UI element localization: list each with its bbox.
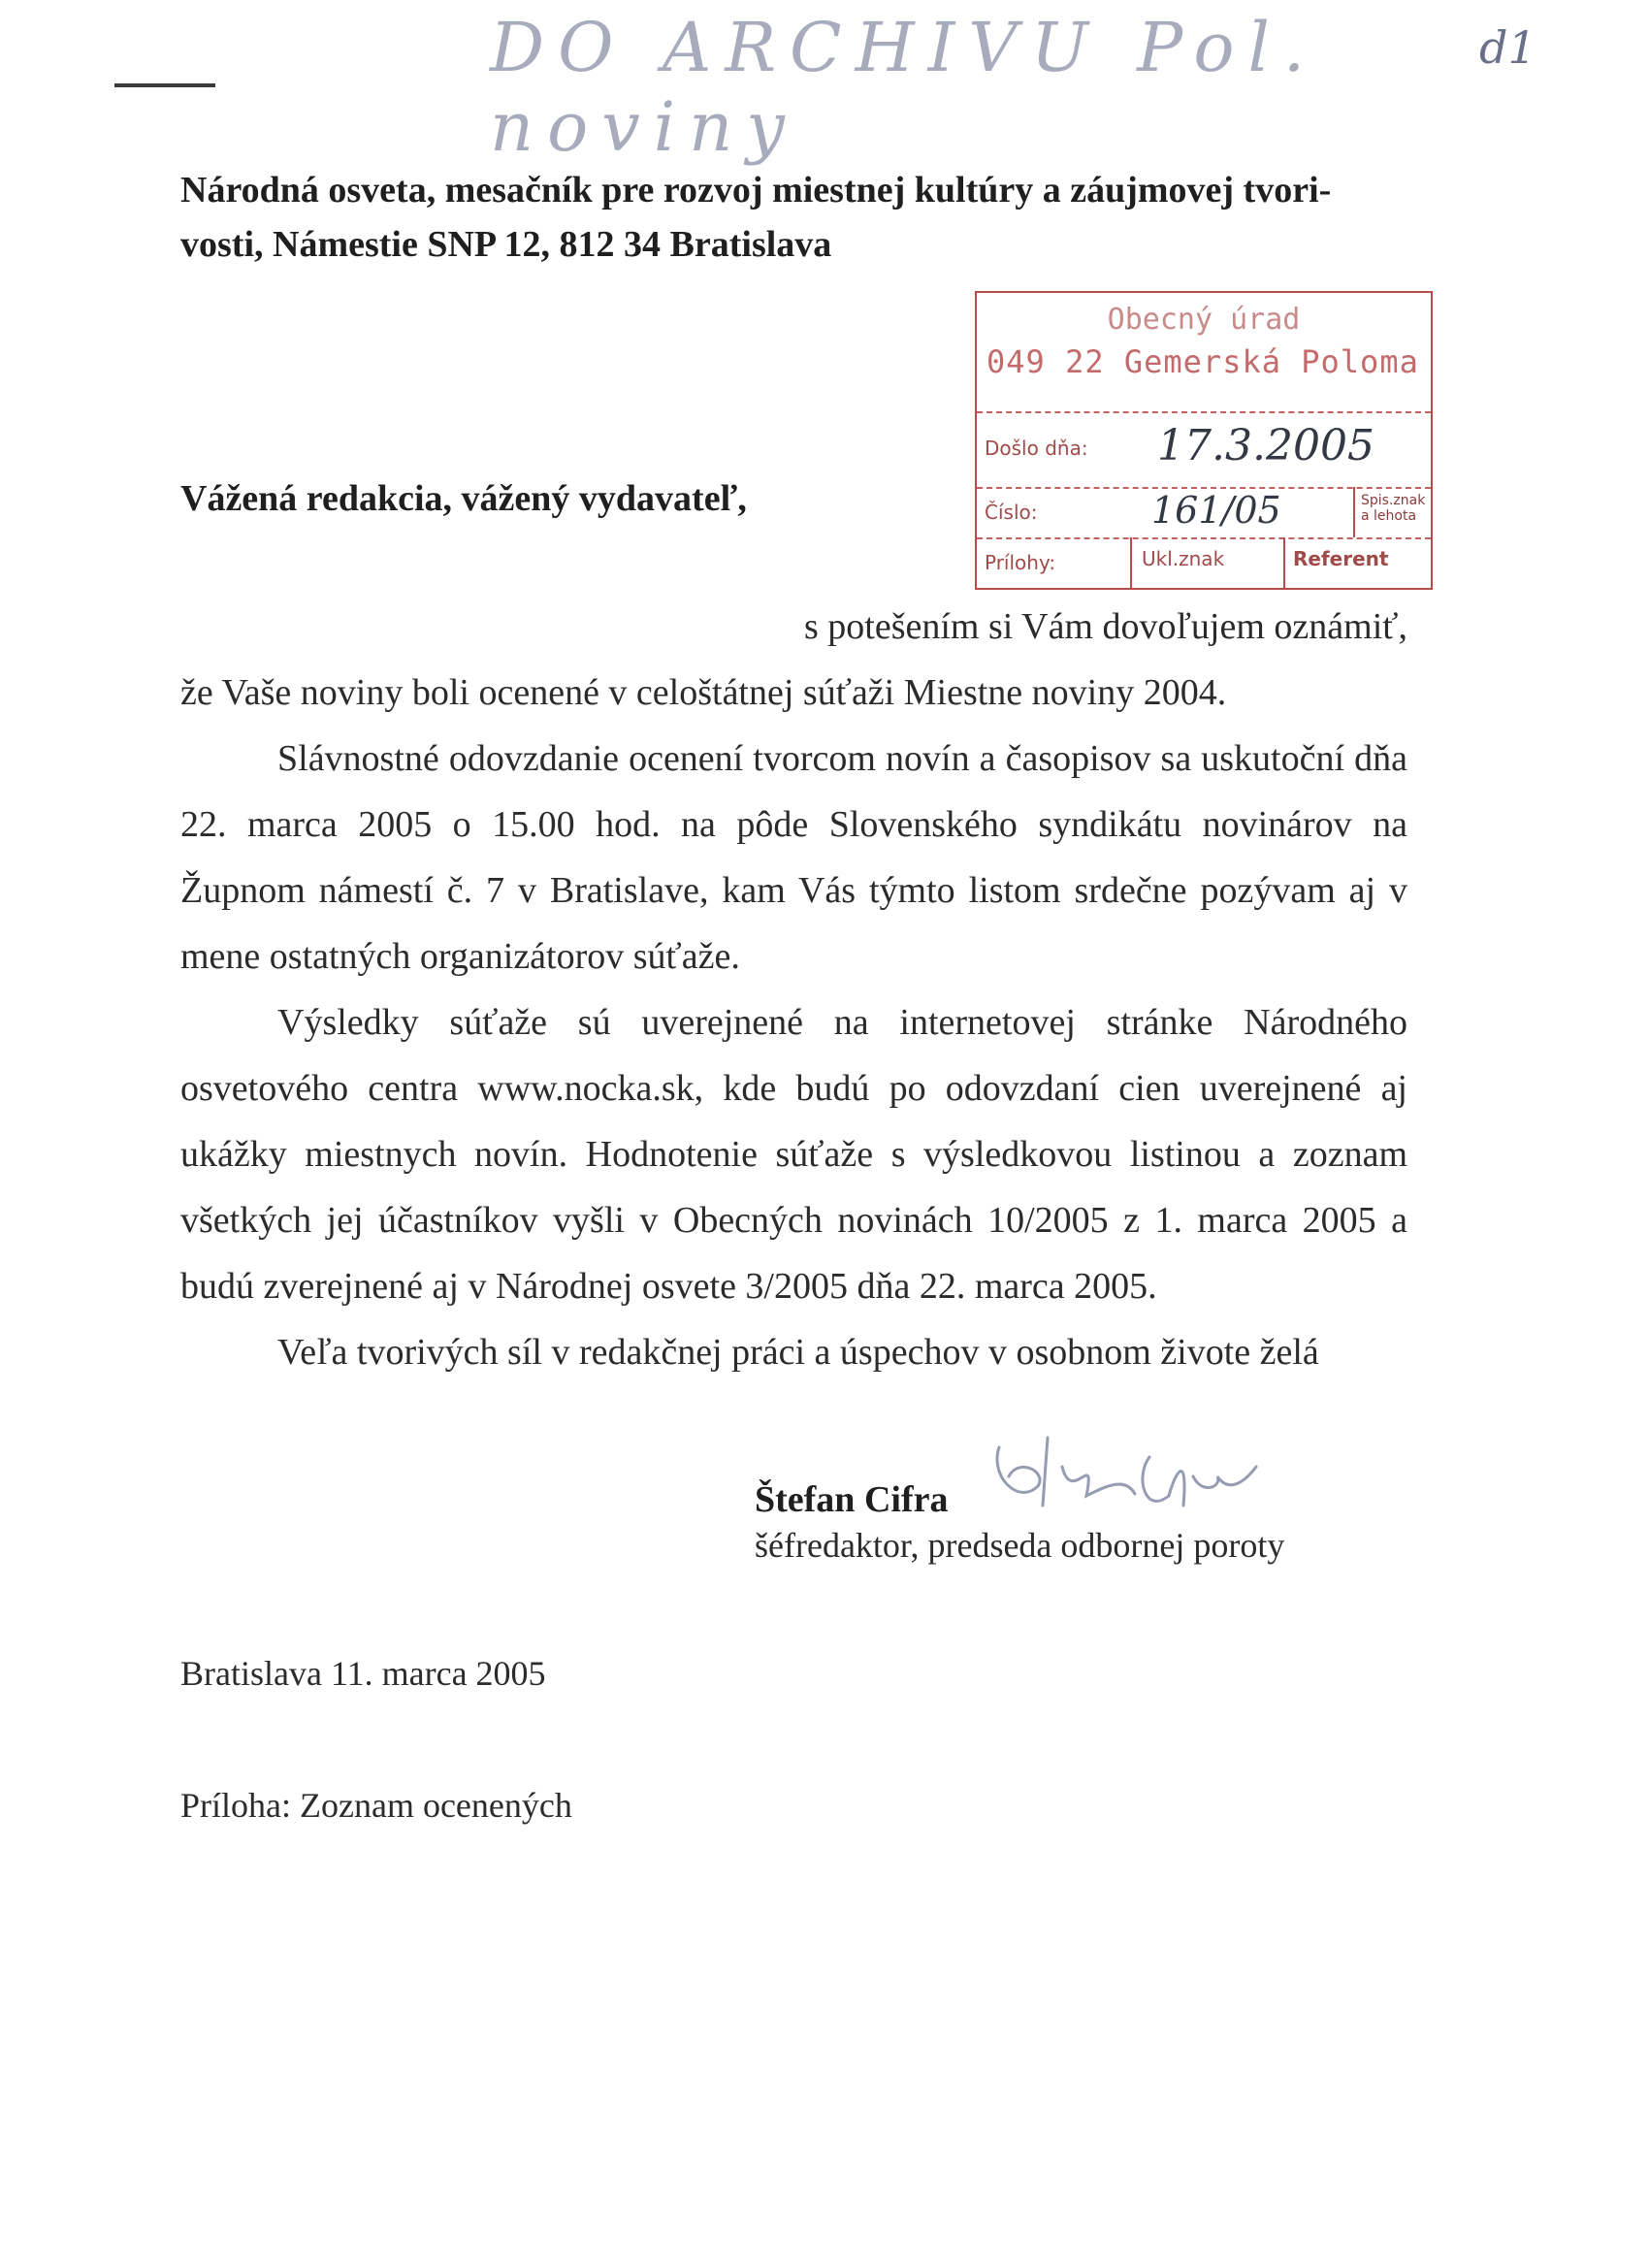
stamp-date-value: 17.3.2005 (1157, 421, 1374, 470)
stamp-number-value: 161/05 (1151, 489, 1281, 532)
stamp-divider (1283, 537, 1285, 588)
signature-scribble (980, 1418, 1261, 1535)
paragraph-2: Slávnostné odovzdanie ocenení tvorcom novín a časopisov sa uskutoční dňa 22. marca 2005 o 15.00 hod. na pôde Slovenského syndikátu novinárov na Župnom námestí č. 7 v Bratislave, kam Vás týmto listom srdečne pozývam aj v mene ostatných organizátorov súťaže. (180, 738, 1407, 977)
registry-stamp (975, 291, 1433, 590)
signatory-name: Štefan Cifra (755, 1479, 949, 1520)
stamp-number-label: Číslo: (985, 501, 1038, 524)
salutation: Vážená redakcia, vážený vydavateľ, (180, 478, 747, 519)
stamp-place: 049 22 Gemerská Poloma (986, 343, 1419, 380)
stamp-sub-label: Spis.znak a lehota (1361, 493, 1426, 524)
paragraph-1: že Vaše noviny boli ocenené v celoštátnej súťaži Miestne noviny 2004. (180, 672, 1227, 713)
paragraph-3: Výsledky súťaže sú uverejnené na internetovej stránke Národného osvetového centra www.nocka.sk, kde budú po odovzdaní cien uverejnené aj ukážky miestnych novín. Hodnotenie súťaže s výsledkovou listinou a zoznam všetkých jej účastníkov vyšli v Obecných novinách 10/2005 z 1. marca 2005 a budú zverejnené aj v Národnej osvete 3/2005 dňa 22. marca 2005. (180, 1002, 1407, 1307)
paragraph-4: Veľa tvorivých síl v redakčnej práci a úspechov v osobnom živote želá (277, 1332, 1319, 1373)
stamp-divider (1353, 487, 1355, 537)
stamp-divider (1130, 537, 1132, 588)
stamp-date-label: Došlo dňa: (985, 437, 1088, 460)
stamp-bottom-row (977, 537, 1431, 588)
dash-mark (114, 83, 215, 87)
place-date: Bratislava 11. marca 2005 (180, 1654, 546, 1693)
stamp-number-row (977, 487, 1431, 539)
signatory-role: šéfredaktor, predseda odbornej poroty (755, 1526, 1285, 1565)
paragraph-1-first-line: s potešením si Vám dovoľujem oznámiť, (803, 606, 1407, 647)
stamp-header-row (977, 293, 1431, 413)
stamp-referent-label: Referent (1293, 547, 1389, 570)
stamp-office: Obecný úrad (1107, 303, 1301, 337)
stamp-attachments-label: Prílohy: (985, 551, 1056, 574)
stamp-file-code-label: Ukl.znak (1142, 547, 1225, 570)
attachment-note: Príloha: Zoznam ocenených (180, 1786, 572, 1825)
stamp-date-row (977, 411, 1431, 489)
letterhead-address: Národná osveta, mesačník pre rozvoj miestnej kultúry a záujmovej tvori-vosti, Námestie SNP 12, 812 34 Bratislava (180, 170, 1332, 265)
handwritten-page-mark: d1 (1479, 21, 1536, 74)
handwritten-archive-note: DO ARCHIVU Pol. noviny (490, 8, 1319, 167)
